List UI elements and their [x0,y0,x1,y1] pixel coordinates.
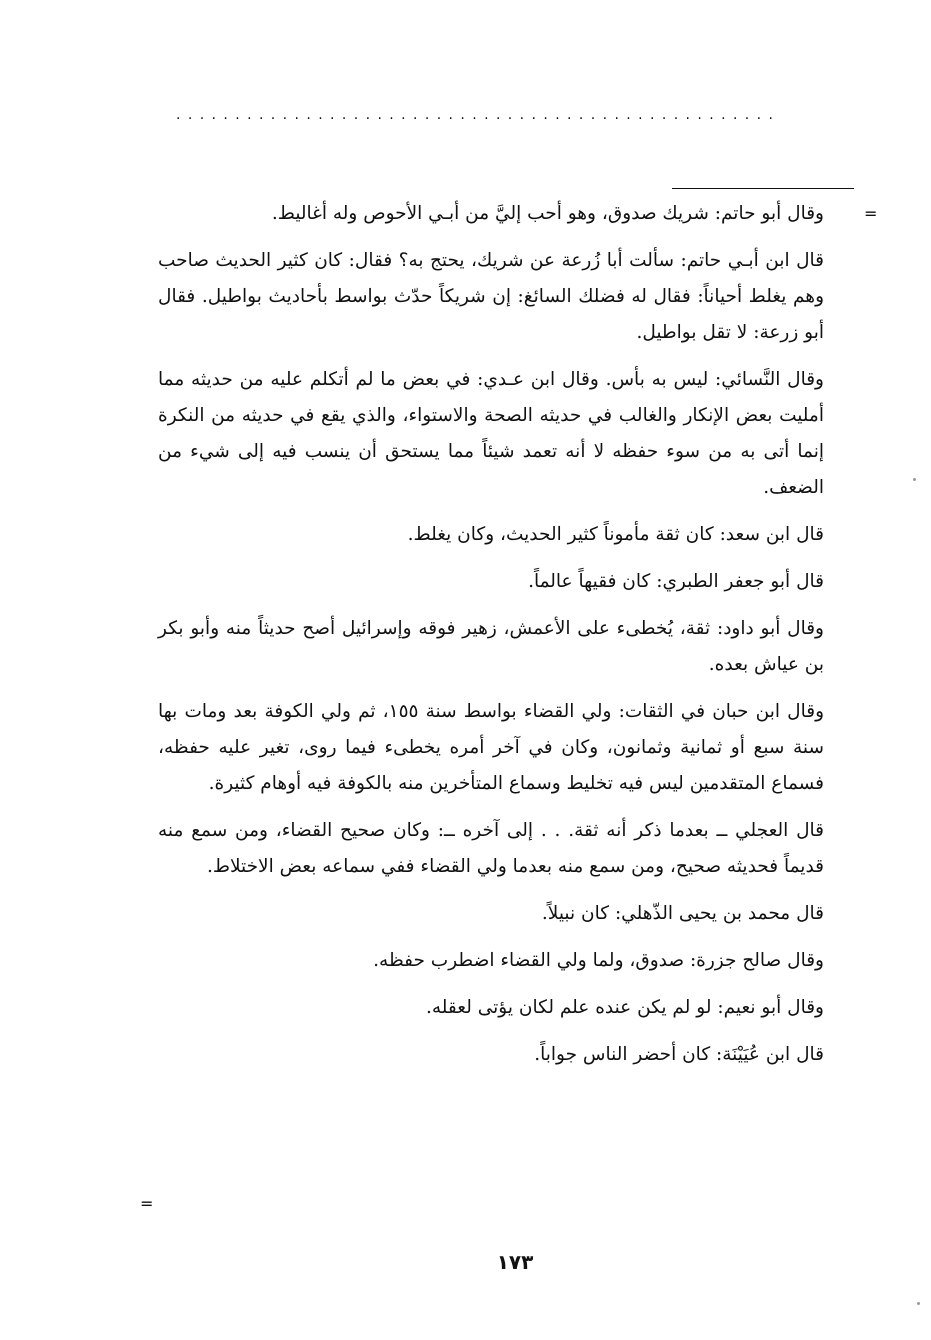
paragraph-nasai: وقال النَّسائي: ليس به بأس. وقال ابن عـدي: في بعض ما لم أتكلم عليه من حديثه مما أمليت بعض الإنكار والغالب في حديثه الصحة والاستواء، والذي يقع في حديثه من النكرة إنما أتى به من سوء حفظه لا أنه تعمد شيئاً مما يستحق أن ينسب فيه إلى شيء من الضعف. [158,369,824,498]
paragraph-ibn-hibban: وقال ابن حبان في الثقات: ولي القضاء بواسط سنة ١٥٥، ثم ولي الكوفة بعد ومات بها سنة سبع أو ثمانية وثمانون، وكان في آخر أمره يخطىء فيما روى، تغير عليه حفظه، فسماع المتقدمين ليس فيه تخليط وسماع المتأخرين منه بالكوفة فيه أوهام كثيرة. [158,701,824,794]
footnote-text-block [158,196,824,1084]
paragraph-ibn-saad: قال ابن سعد: كان ثقة مأموناً كثير الحديث، وكان يغلط. [407,524,824,545]
footnote-separator-rule [672,188,854,189]
continuation-mark-bottom: = [140,1194,154,1213]
paragraph-abu-nuaym: وقال أبو نعيم: لو لم يكن عنده علم لكان يؤتى لعقله. [426,997,824,1018]
paragraph-abu-hatim: وقال أبو حاتم: شريك صدوق، وهو أحب إليَّ من أبـي الأحوص وله أغاليط. [271,203,824,224]
paragraph-salih-jazara: وقال صالح جزرة: صدوق، ولما ولي القضاء اضطرب حفظه. [373,950,824,971]
dot-leader: ................................................... [176,108,781,122]
paragraph-ibn-uyayna: قال ابن عُيَيْنَة: كان أحضر الناس جواباً. [534,1044,824,1065]
page-number: ١٧٣ [496,1250,534,1274]
paragraph-ibn-abi-hatim: قال ابن أبـي حاتم: سألت أبا زُرعة عن شريك، يحتج به؟ فقال: كان كثير الحديث صاحب وهم يغلط أحياناً: فقال له فضلك السائغ: إن شريكاً حدّث بواسط بأحاديث بواطيل. فقال أبو زرعة: لا تقل بواطيل. [158,250,824,343]
paragraph-ijli: قال العجلي ــ بعدما ذكر أنه ثقة. . . إلى آخره ــ: وكان صحيح القضاء، ومن سمع منه قديماً فحديثه صحيح، ومن سمع منه بعدما ولي القضاء ففي سماعه بعض الاختلاط. [158,820,824,877]
scan-speck [917,1302,920,1305]
paragraph-dhuhli: قال محمد بن يحيى الذّهلي: كان نبيلاً. [541,903,824,924]
continuation-mark-top: = [864,204,878,223]
paragraph-abu-dawud: وقال أبو داود: ثقة، يُخطىء على الأعمش، زهير فوقه وإسرائيل أصح حديثاً منه وأبو بكر بن عياش بعده. [158,618,824,675]
scan-speck [913,478,916,481]
paragraph-tabari: قال أبو جعفر الطبري: كان فقيهاً عالماً. [528,571,824,592]
